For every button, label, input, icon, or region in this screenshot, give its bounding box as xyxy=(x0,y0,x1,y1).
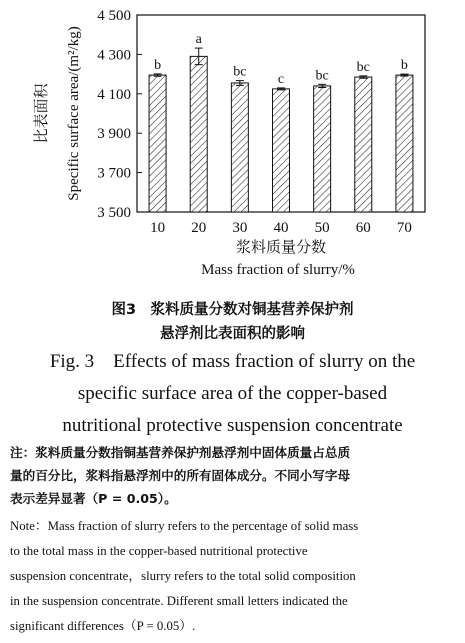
y-tick-label: 3 700 xyxy=(97,165,131,182)
note-en-line2: to the total mass in the copper-based nutritional protective xyxy=(10,544,308,558)
x-tick-label: 70 xyxy=(396,220,412,236)
bar xyxy=(273,89,290,212)
significance-letter: a xyxy=(195,32,202,48)
x-tick-label: 60 xyxy=(355,220,371,236)
y-tick-label: 4 500 xyxy=(97,8,131,24)
figure-caption-en-line2: specific surface area of the copper-based xyxy=(77,383,388,404)
x-tick-label: 20 xyxy=(191,220,207,236)
significance-letter: bc xyxy=(233,64,247,80)
significance-letter: b xyxy=(154,57,162,73)
bar xyxy=(149,75,166,212)
y-tick-label: 4 300 xyxy=(97,47,131,64)
y-tick-label: 3 500 xyxy=(97,205,131,221)
chart-svg xyxy=(0,0,465,285)
figure-caption-cn-line2: 悬浮剂比表面积的影响 xyxy=(160,326,305,342)
x-tick-label: 40 xyxy=(273,220,289,236)
bar xyxy=(231,83,248,212)
note-cn-line2: 量的百分比，浆料指悬浮剂中的所有固体成分。不同小写字母 xyxy=(10,468,351,483)
note-cn-line3: 表示差异显著（P = 0.05）。 xyxy=(10,491,177,506)
x-tick-label: 50 xyxy=(314,220,330,236)
x-axis-label-en: Mass fraction of slurry/% xyxy=(201,262,355,278)
bar xyxy=(396,75,413,212)
y-axis-label-cn: 比表面积 xyxy=(32,83,50,144)
bar xyxy=(314,86,331,212)
y-axis-label-en: Specific surface area/(m²/kg) xyxy=(66,26,82,201)
figure-caption-cn-line1: 图3 浆料质量分数对铜基营养保护剂 xyxy=(111,302,354,318)
significance-letter: b xyxy=(400,58,408,74)
note-cn-line1: 注：浆料质量分数指铜基营养保护剂悬浮剂中固体质量占总质 xyxy=(10,445,351,460)
x-axis-label-cn: 浆料质量分数 xyxy=(235,238,327,256)
bar xyxy=(355,77,372,212)
note-en-line1: Note：Mass fraction of slurry refers to the percentage of solid mass xyxy=(10,519,359,533)
significance-letter: c xyxy=(277,71,285,87)
note-en-line3: suspension concentrate，slurry refers to the total solid composition xyxy=(10,569,356,583)
figure-caption-en-line1: Fig. 3 Effects of mass fraction of slurry on the xyxy=(49,351,416,372)
bar xyxy=(190,56,207,212)
y-tick-label: 3 900 xyxy=(97,126,131,143)
x-tick-label: 10 xyxy=(150,220,166,236)
x-tick-label: 30 xyxy=(232,220,248,236)
figure-caption-en-line3: nutritional protective suspension concentrate xyxy=(62,415,403,436)
significance-letter: bc xyxy=(315,68,329,84)
note-en-line5: significant differences（P = 0.05）. xyxy=(10,619,196,633)
bar-chart xyxy=(0,0,465,285)
note-en-line4: in the suspension concentrate. Different small letters indicated the xyxy=(10,594,348,608)
y-tick-label: 4 100 xyxy=(97,86,131,103)
significance-letter: bc xyxy=(356,59,370,75)
